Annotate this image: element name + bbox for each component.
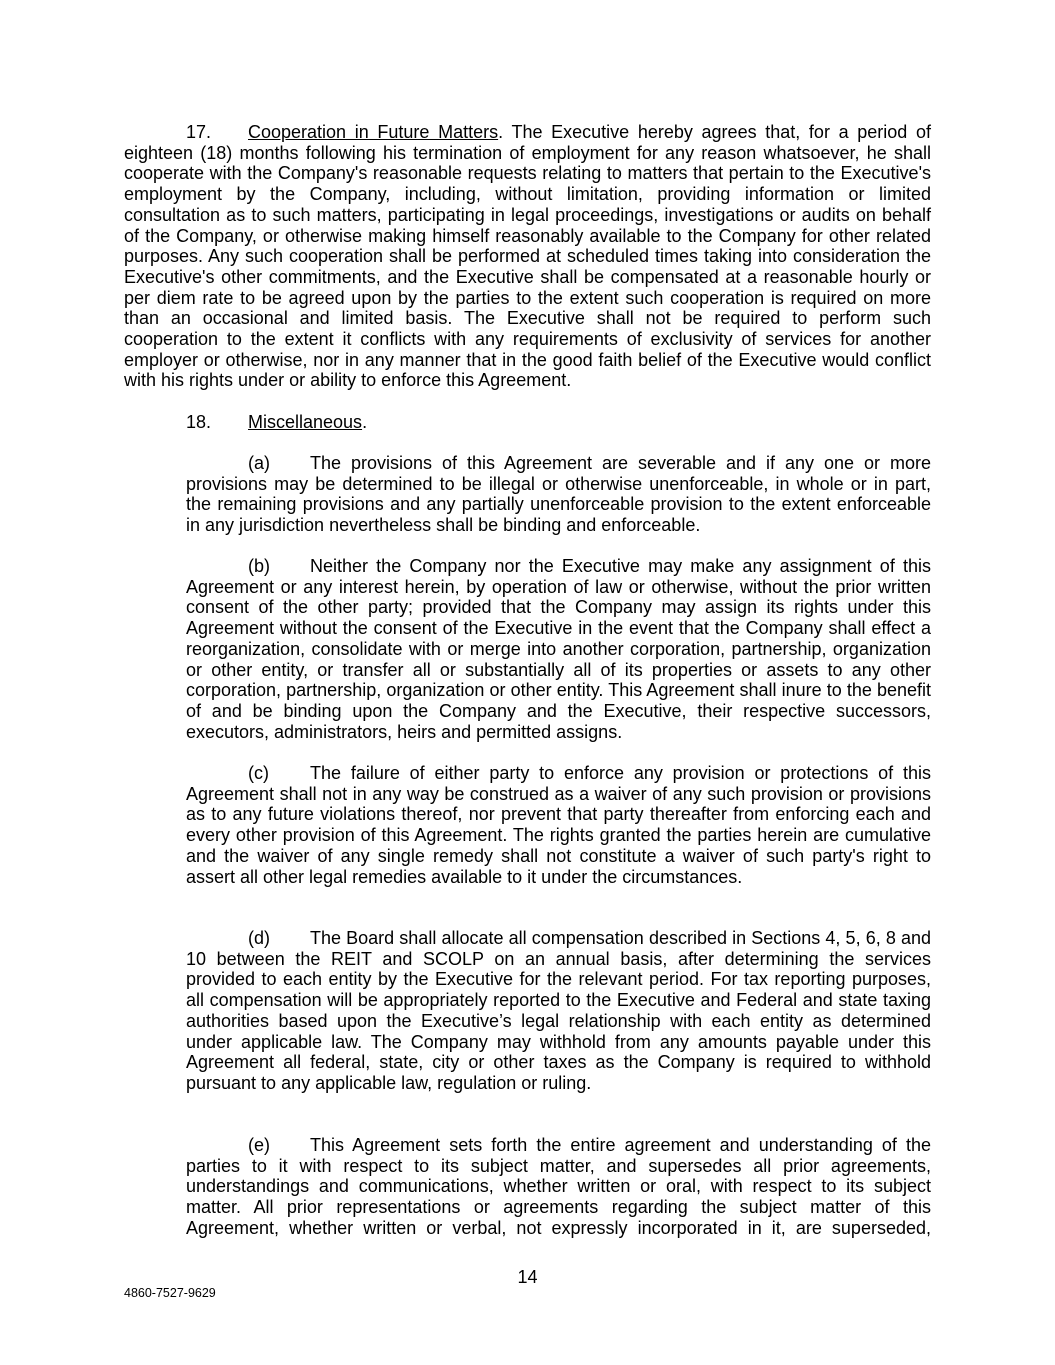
subsection-e-text: This Agreement sets forth the entire agreement and understanding of the parties to it with respect to its subject matter, and supersedes all prior agreements, understandings and communications, whether written or oral, with respect to its subject matter. All prior representations or agreements regarding the subject matter of this Agreement, whether written or verbal, not expressly incorporated in it, are superseded,	[186, 1135, 931, 1238]
subsection-e	[186, 1135, 931, 1239]
section-18-heading-line	[186, 412, 931, 433]
subsection-a	[186, 453, 931, 536]
subsection-a-text: The provisions of this Agreement are severable and if any one or more provisions may be determined to be illegal or otherwise unenforceable, in whole or in part, the remaining provisions and any partially unenforceable provision to the extent enforceable in any jurisdiction nevertheless shall be binding and enforceable.	[186, 453, 931, 536]
subsection-b-text: Neither the Company nor the Executive may make any assignment of this Agreement or any interest herein, by operation of law or otherwise, without the prior written consent of the other party; provided that the Company may assign its rights under this Agreement without the consent of the Executive in the event that the Company shall effect a reorganization, consolidate with or merge into another corporation, partnership, organization or other entity, or transfer all or substantially all of its properties or assets to any other corporation, partnership, organization or other entity. This Agreement shall inure to the benefit of and be binding upon the Company and the Executive, their respective successors, executors, administrators, heirs and permitted assigns.	[186, 556, 931, 742]
page-number: 14	[517, 1267, 538, 1287]
section-18-heading-suffix: .	[362, 412, 368, 432]
section-17-paragraph	[124, 122, 931, 391]
subsection-b-label: (b)	[248, 556, 270, 576]
subsection-d-text: The Board shall allocate all compensation described in Sections 4, 5, 6, 8 and 10 between the REIT and SCOLP on an annual basis, after determining the services provided to each entity by the Executive for the relevant period. For tax reporting purposes, all compensation will be appropriately reported to the Executive and Federal and state taxing authorities based upon the Executive’s legal relationship with each entity as determined under applicable law. The Company may withhold from any amounts payable under this Agreement all federal, state, city or other taxes as the Company is required to withhold pursuant to any applicable law, regulation or ruling.	[186, 928, 931, 1093]
subsection-a-label: (a)	[248, 453, 270, 473]
subsection-c-text: The failure of either party to enforce any provision or protections of this Agreement shall not in any way be construed as a waiver of any such provision or provisions as to any future violations thereof, nor prevent that party thereafter from enforcing each and every other provision of this Agreement. The rights granted the parties herein are cumulative and the waiver of any single remedy shall not constitute a waiver of such party's right to assert all other legal remedies available to it under the circumstances.	[186, 763, 931, 887]
subsection-d	[186, 928, 931, 1094]
section-17-number: 17.	[186, 122, 212, 142]
document-id: 4860-7527-9629	[124, 1286, 216, 1300]
subsection-e-label: (e)	[248, 1135, 270, 1155]
subsection-c-label: (c)	[248, 763, 269, 783]
subsection-c	[186, 763, 931, 887]
subsection-d-label: (d)	[248, 928, 270, 948]
section-18-number: 18.	[186, 412, 212, 432]
section-17-heading: Cooperation in Future Matters	[248, 122, 499, 142]
section-18-heading: Miscellaneous	[248, 412, 363, 432]
subsection-b	[186, 556, 931, 742]
section-17-text: . The Executive hereby agrees that, for a period of eighteen (18) months following his termination of employment for any reason whatsoever, he shall cooperate with the Company's reasonable requests relating to matters that pertain to the Executive's employment by the Company, including, without limitation, providing information or limited consultation as to such matters, participating in legal proceedings, investigations or audits on behalf of the Company, or otherwise making himself reasonably available to the Company for other related purposes. Any such cooperation shall be performed at scheduled times taking into consideration the Executive's other commitments, and the Executive shall be compensated at a reasonable hourly or per diem rate to be agreed upon by the parties to the extent such cooperation is required on more than an occasional and limited basis. The Executive shall not be required to perform such cooperation to the extent it conflicts with any requirements of exclusivity of services for another employer or otherwise, nor in any manner that in the good faith belief of the Executive would conflict with his rights under or ability to enforce this Agreement.	[124, 122, 931, 391]
